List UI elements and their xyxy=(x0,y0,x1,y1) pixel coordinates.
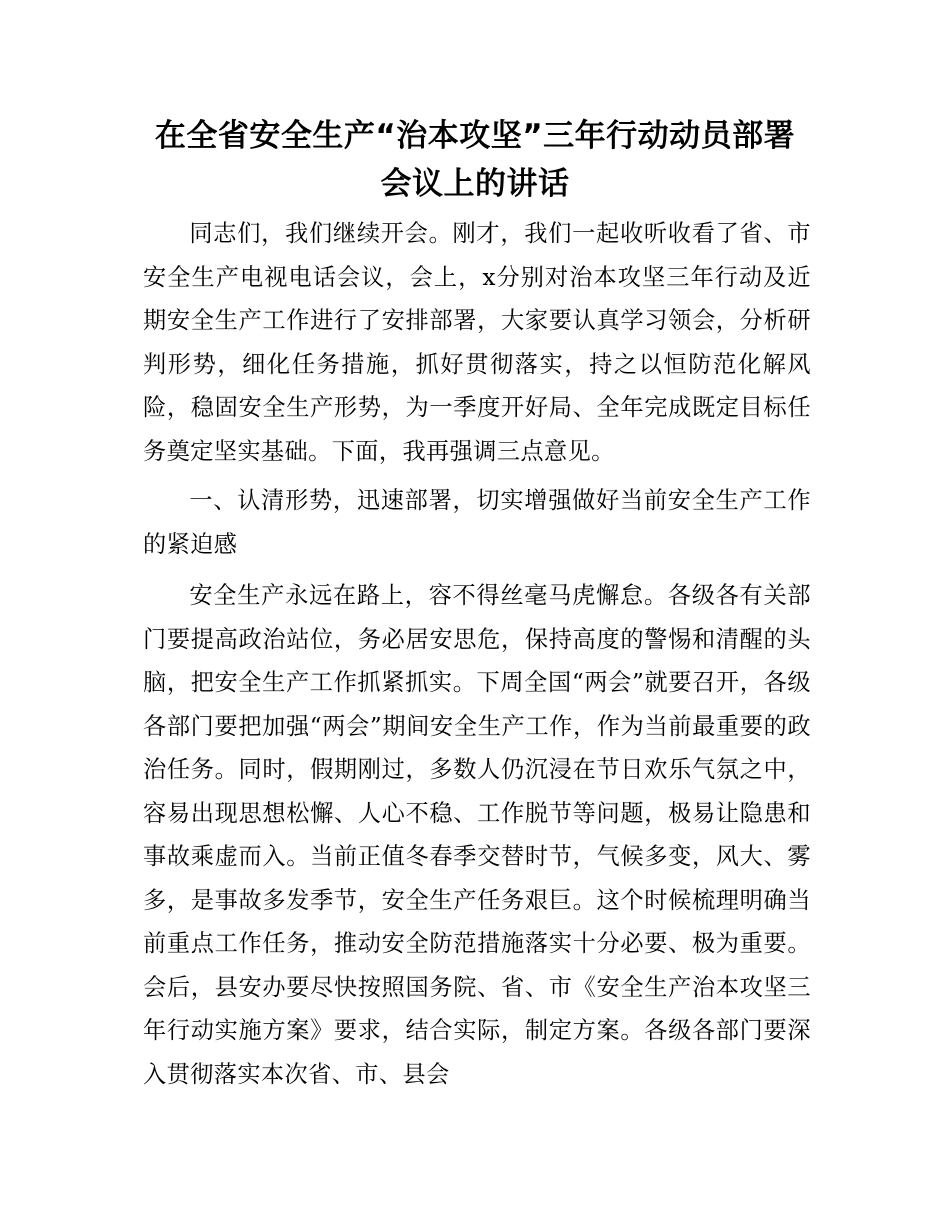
document-body xyxy=(143,212,811,1098)
document-title: 在全省安全生产“治本攻坚”三年行动动员部署会议上的讲话 xyxy=(154,118,796,202)
paragraph-section-1: 安全生产永远在路上，容不得丝毫马虎懈怠。各级各有关部门要提高政治站位，务必居安思危，保持高度的警惕和清醒的头脑，把安全生产工作抓紧抓实。下周全国“两会”就要召开，各级各部门要把加强“两会”期间安全生产工作，作为当前最重要的政治任务。同时，假期刚过，多数人仍沉浸在节日欢乐气氛之中，容易出现思想松懈、人心不稳、工作脱节等问题，极易让隐患和事故乘虚而入。当前正值冬春季交替时节，气候多变，风大、雾多，是事故多发季节，安全生产任务艰巨。这个时候梳理明确当前重点工作任务，推动安全防范措施落实十分必要、极为重要。会后，县安办要尽快按照国务院、省、市《安全生产治本攻坚三年行动实施方案》要求，结合实际，制定方案。各级各部门要深入贯彻落实本次省、市、县会 xyxy=(143,582,811,1088)
section-heading-1: 一、认清形势，迅速部署，切实增强做好当前安全生产工作的紧迫感 xyxy=(143,487,811,558)
paragraph-opening: 同志们，我们继续开会。刚才，我们一起收听收看了省、市安全生产电视电话会议，会上，x分别对治本攻坚三年行动及近期安全生产工作进行了安排部署，大家要认真学习领会，分析研判形势，细化任务措施，抓好贯彻落实，持之以恒防范化解风险，稳固安全生产形势，为一季度开好局、全年完成既定目标任务奠定坚实基础。下面，我再强调三点意见。 xyxy=(143,220,811,465)
